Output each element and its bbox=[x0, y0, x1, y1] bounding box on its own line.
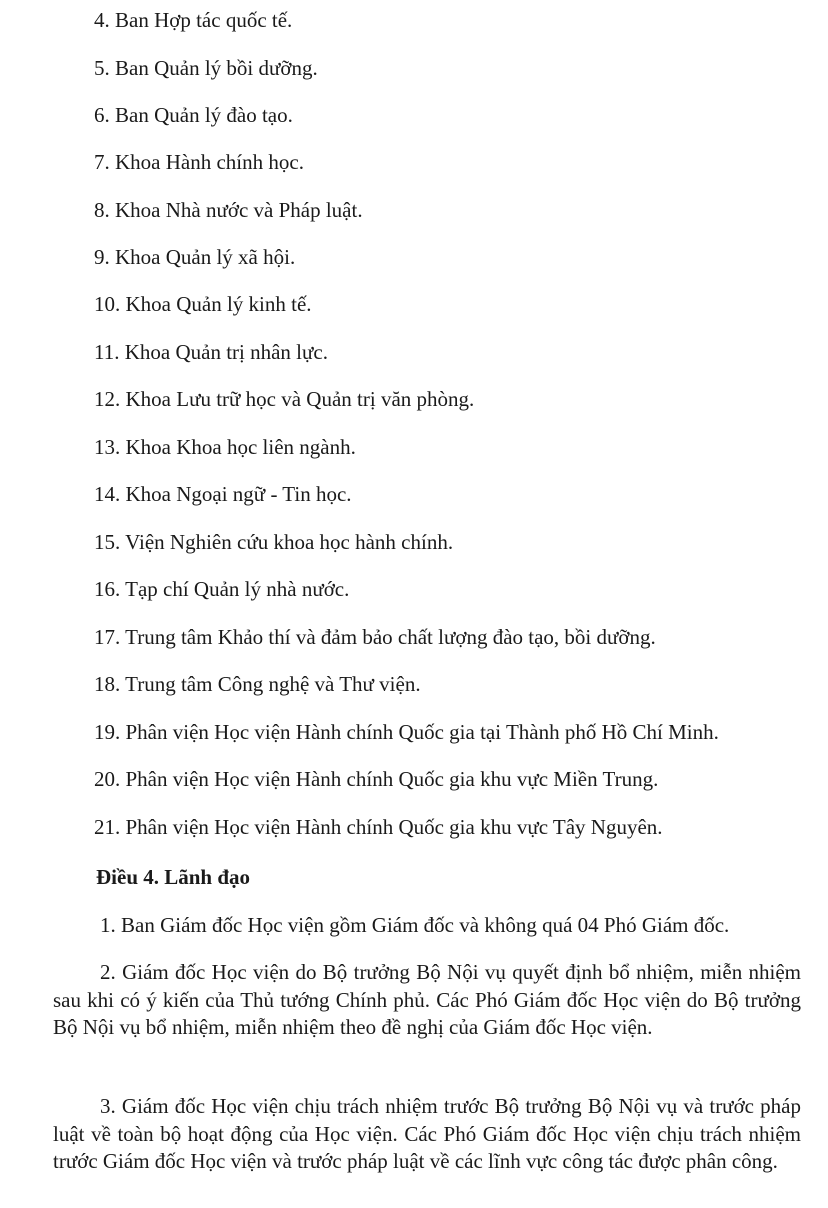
list-item: 4. Ban Hợp tác quốc tế. bbox=[94, 8, 293, 32]
list-item: 10. Khoa Quản lý kinh tế. bbox=[94, 292, 312, 316]
list-item: 5. Ban Quản lý bồi dưỡng. bbox=[94, 56, 318, 80]
list-item: 21. Phân viện Học viện Hành chính Quốc gia khu vực Tây Nguyên. bbox=[94, 815, 663, 839]
article-heading: Điều 4. Lãnh đạo bbox=[96, 865, 251, 889]
list-item: 14. Khoa Ngoại ngữ - Tin học. bbox=[94, 482, 352, 506]
list-item: 6. Ban Quản lý đào tạo. bbox=[94, 103, 293, 127]
list-item: 16. Tạp chí Quản lý nhà nước. bbox=[94, 577, 350, 601]
list-item: 18. Trung tâm Công nghệ và Thư viện. bbox=[94, 672, 421, 696]
paragraph-2: 2. Giám đốc Học viện do Bộ trưởng Bộ Nội vụ quyết định bổ nhiệm, miễn nhiệm sau khi có ý kiến của Thủ tướng Chính phủ. Các Phó Giám đốc Học viện do Bộ trưởng Bộ Nội vụ bổ nhiệm, miễn nhiệm theo đề nghị của Giám đốc Học viện. bbox=[53, 960, 801, 1039]
list-item: 15. Viện Nghiên cứu khoa học hành chính. bbox=[94, 530, 454, 554]
list-item: 19. Phân viện Học viện Hành chính Quốc gia tại Thành phố Hồ Chí Minh. bbox=[94, 720, 719, 744]
list-item: 17. Trung tâm Khảo thí và đảm bảo chất lượng đào tạo, bồi dưỡng. bbox=[94, 625, 656, 649]
list-item: 11. Khoa Quản trị nhân lực. bbox=[94, 340, 328, 364]
list-item: 7. Khoa Hành chính học. bbox=[94, 150, 304, 174]
list-item: 20. Phân viện Học viện Hành chính Quốc gia khu vực Miền Trung. bbox=[94, 767, 659, 791]
list-item: 8. Khoa Nhà nước và Pháp luật. bbox=[94, 198, 363, 222]
list-item: 13. Khoa Khoa học liên ngành. bbox=[94, 435, 356, 459]
list-item: 12. Khoa Lưu trữ học và Quản trị văn phòng. bbox=[94, 387, 475, 411]
list-item: 9. Khoa Quản lý xã hội. bbox=[94, 245, 296, 269]
paragraph-3: 3. Giám đốc Học viện chịu trách nhiệm trước Bộ trưởng Bộ Nội vụ và trước pháp luật về toàn bộ hoạt động của Học viện. Các Phó Giám đốc Học viện chịu trách nhiệm trước Giám đốc Học viện và trước pháp luật về các lĩnh vực công tác được phân công. bbox=[53, 1094, 801, 1173]
paragraph-1: 1. Ban Giám đốc Học viện gồm Giám đốc và không quá 04 Phó Giám đốc. bbox=[100, 913, 730, 937]
